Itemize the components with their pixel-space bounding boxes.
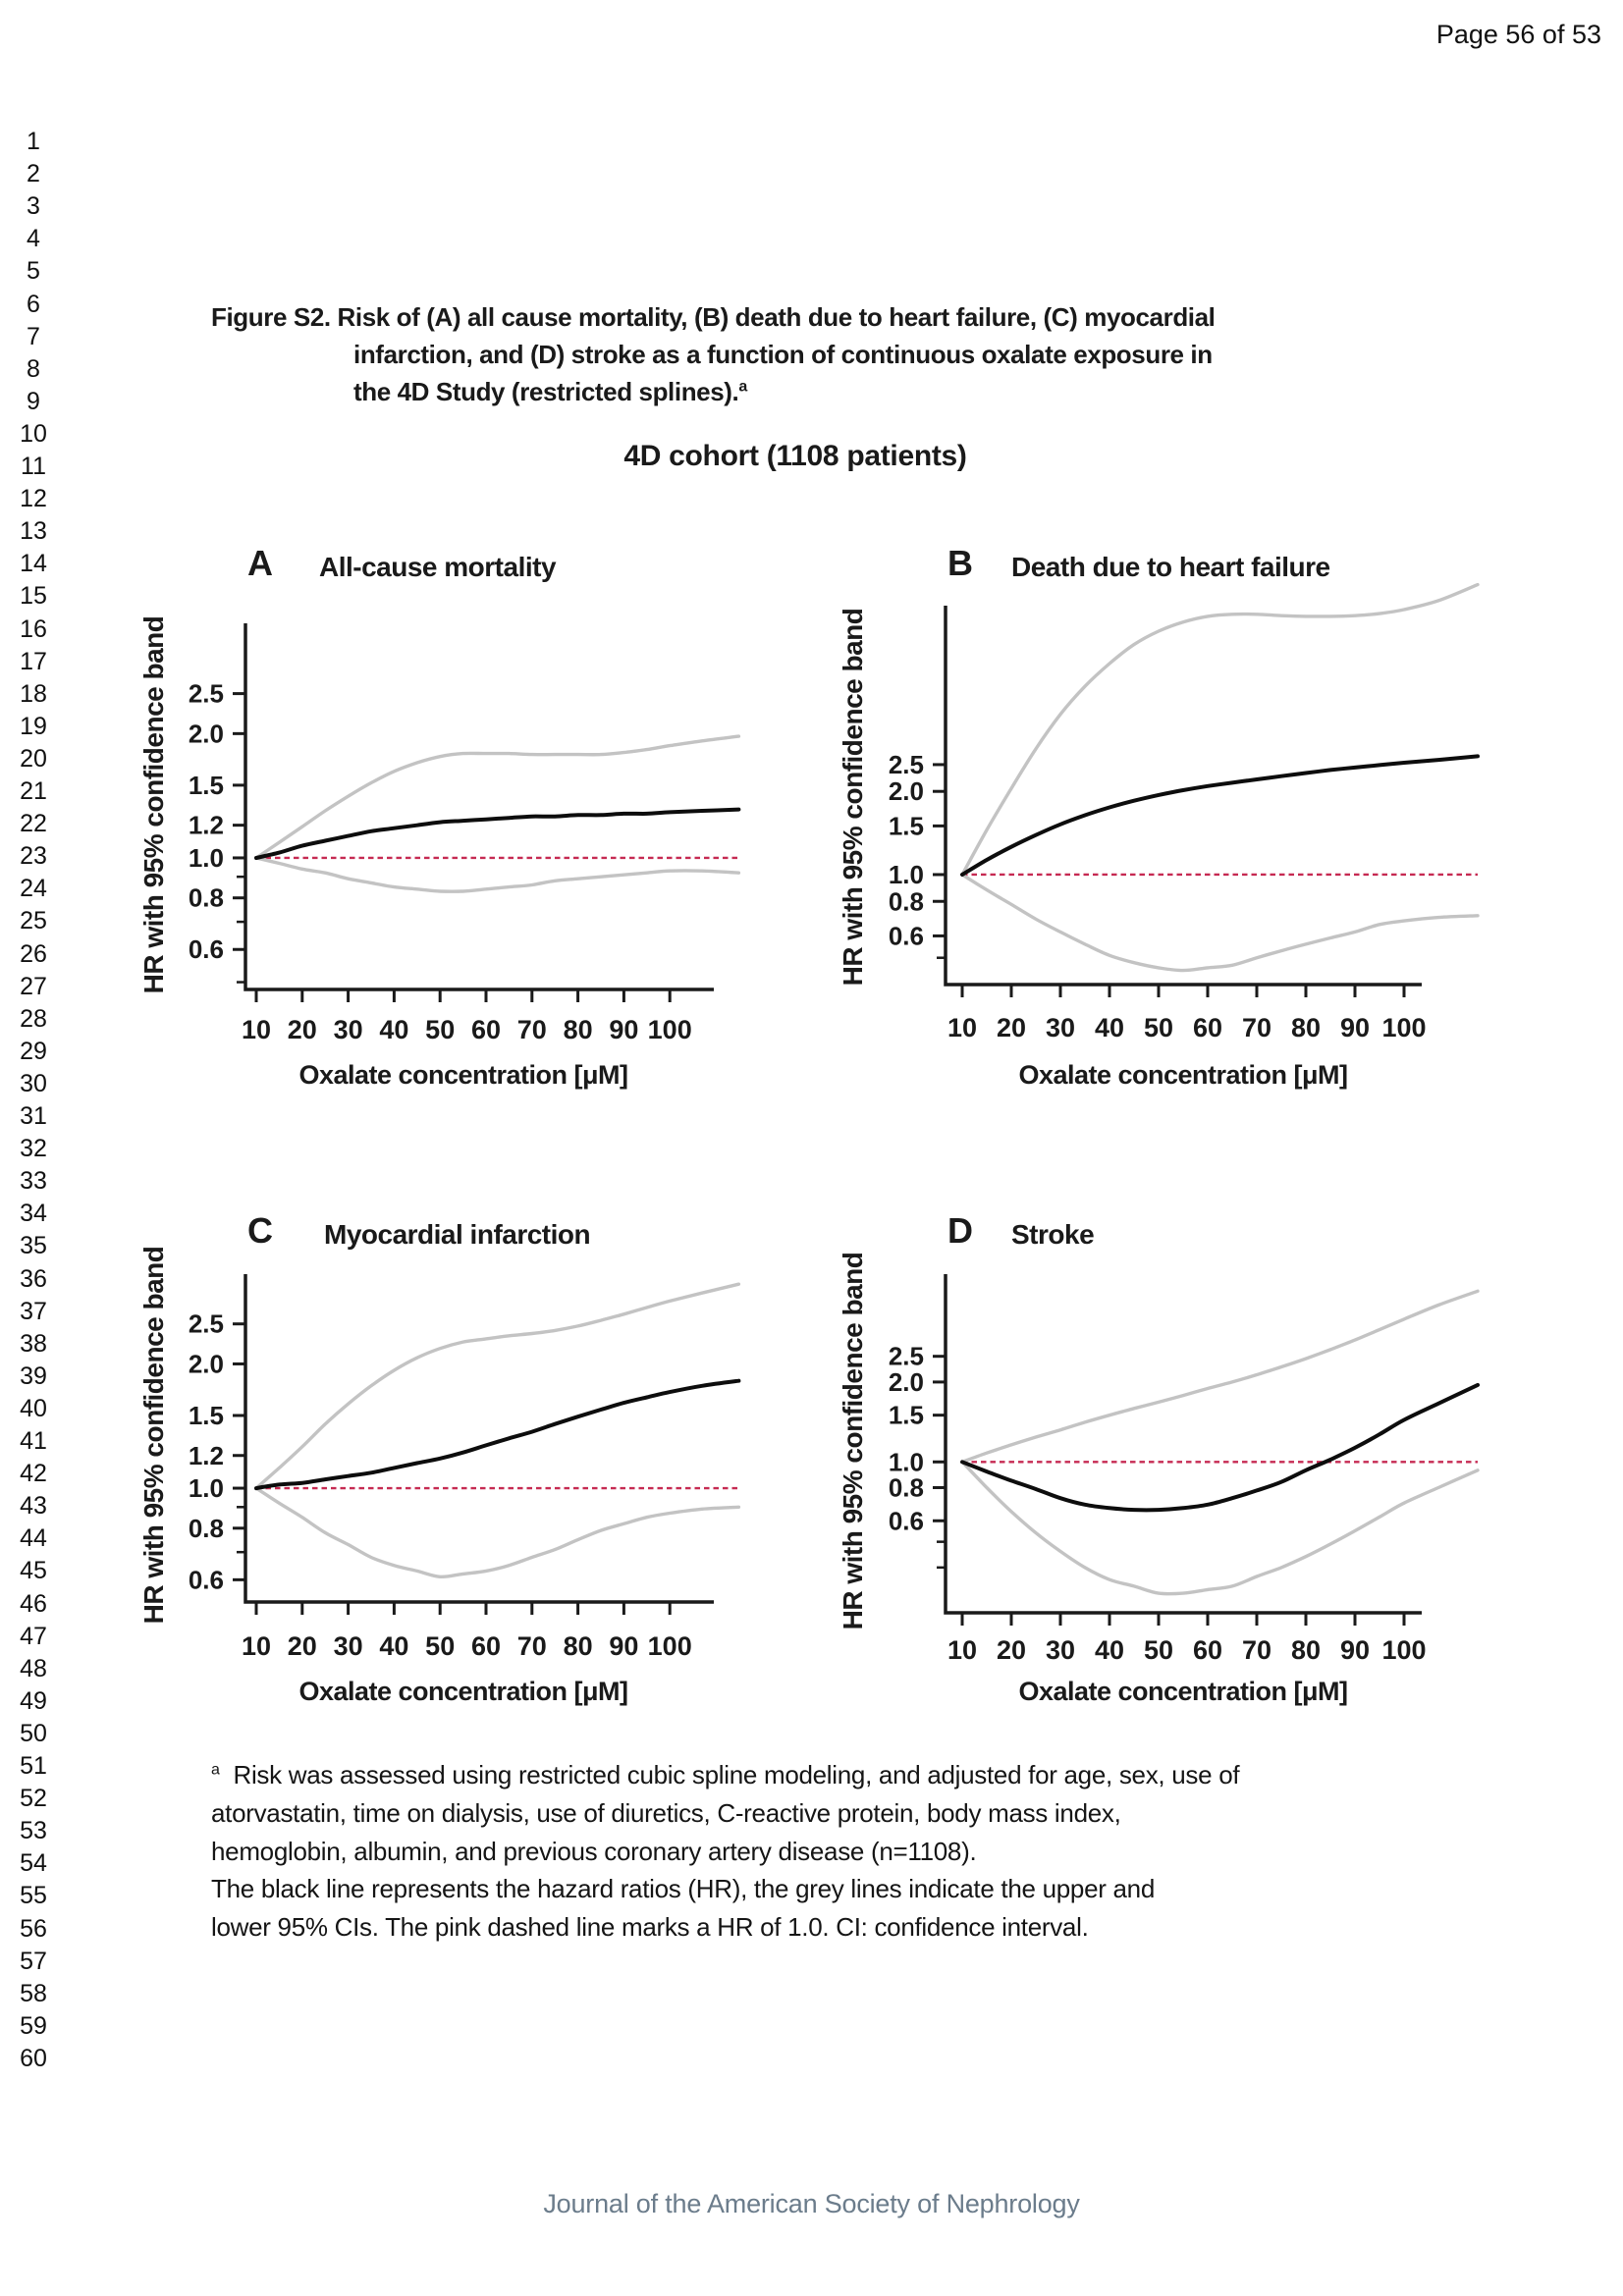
panel-d-plot xyxy=(838,1253,1478,1706)
figure-caption-line-3-text: the 4D Study (restricted splines). xyxy=(353,377,739,406)
line-number: 44 xyxy=(20,1524,47,1553)
line-number: 9 xyxy=(27,387,40,415)
line-number: 20 xyxy=(20,744,47,773)
panel-d-title: Stroke xyxy=(1011,1219,1095,1250)
journal-footer: Journal of the American Society of Nephrology xyxy=(543,2189,1080,2218)
axes xyxy=(245,1274,714,1602)
figure-caption-line-2: infarction, and (D) stroke as a function of continuous oxalate exposure in xyxy=(353,340,1213,369)
line-number: 25 xyxy=(20,907,47,935)
x-tick-label: 20 xyxy=(996,1635,1027,1665)
x-tick-label: 50 xyxy=(1143,1013,1174,1042)
x-tick-label: 50 xyxy=(425,1631,456,1661)
line-number: 52 xyxy=(20,1785,47,1813)
y-tick-label: 0.6 xyxy=(188,1565,224,1595)
line-number: 35 xyxy=(20,1232,47,1260)
hazard-ratio-curve xyxy=(962,1385,1478,1510)
x-tick-label: 90 xyxy=(609,1631,639,1661)
line-number: 27 xyxy=(20,972,47,1000)
x-tick-label: 60 xyxy=(470,1631,502,1661)
y-tick-label: 1.5 xyxy=(888,1400,924,1430)
line-number: 21 xyxy=(20,777,47,805)
x-tick-label: 30 xyxy=(333,1631,363,1661)
line-number: 31 xyxy=(20,1102,47,1130)
line-number: 38 xyxy=(20,1329,47,1358)
x-tick-label: 80 xyxy=(1290,1635,1322,1665)
y-tick-label: 1.5 xyxy=(888,811,924,841)
line-number: 19 xyxy=(20,712,47,740)
footnote-line-3: hemoglobin, albumin, and previous coronary artery disease (n=1108). xyxy=(211,1837,977,1866)
hazard-ratio-curve xyxy=(256,810,738,858)
x-tick-label: 60 xyxy=(1192,1013,1223,1042)
y-tick-label: 2.5 xyxy=(188,678,224,709)
y-tick-label: 2.0 xyxy=(888,776,924,807)
line-number: 16 xyxy=(20,614,47,643)
x-tick-label: 100 xyxy=(647,1015,692,1044)
line-number: 36 xyxy=(20,1264,47,1293)
line-number: 46 xyxy=(20,1589,47,1618)
ci-upper-curve xyxy=(256,1284,738,1488)
x-tick-label: 40 xyxy=(379,1631,409,1661)
y-tick-label: 2.0 xyxy=(188,719,224,749)
x-tick-label: 50 xyxy=(425,1015,456,1044)
line-number: 33 xyxy=(20,1167,47,1196)
x-tick-label: 50 xyxy=(1143,1635,1174,1665)
line-number: 41 xyxy=(20,1427,47,1455)
ci-lower-curve xyxy=(962,875,1478,971)
y-tick-label: 0.8 xyxy=(188,882,224,913)
panel-a-letter: A xyxy=(247,543,273,583)
y-tick-label: 0.8 xyxy=(888,886,924,917)
y-tick-label: 1.0 xyxy=(888,859,924,889)
panel-b-letter: B xyxy=(947,543,973,583)
x-tick-label: 30 xyxy=(1045,1013,1076,1042)
ci-lower-curve xyxy=(962,1462,1478,1593)
panel-c-plot xyxy=(138,1247,738,1706)
x-tick-label: 70 xyxy=(516,1015,547,1044)
x-axis-label: Oxalate concentration [μM] xyxy=(298,1677,628,1706)
y-tick-label: 1.5 xyxy=(188,770,224,800)
line-number: 51 xyxy=(20,1752,47,1780)
line-number: 3 xyxy=(27,192,40,221)
line-number: 59 xyxy=(20,2011,47,2040)
ci-lower-curve xyxy=(256,1488,738,1576)
y-tick-label: 1.0 xyxy=(888,1447,924,1477)
x-tick-label: 70 xyxy=(516,1631,547,1661)
x-tick-label: 30 xyxy=(1045,1635,1076,1665)
line-number: 15 xyxy=(20,582,47,611)
x-tick-label: 20 xyxy=(287,1015,317,1044)
footnote-line-2: atorvastatin, time on dialysis, use of diuretics, C-reactive protein, body mass index, xyxy=(211,1798,1121,1828)
line-number: 8 xyxy=(27,354,40,383)
line-number: 37 xyxy=(20,1297,47,1325)
line-number: 50 xyxy=(20,1719,47,1747)
ci-lower-curve xyxy=(256,858,738,891)
panel-a-title: All-cause mortality xyxy=(319,552,557,582)
line-number: 57 xyxy=(20,1947,47,1975)
line-number: 24 xyxy=(20,875,47,903)
line-number: 28 xyxy=(20,1004,47,1033)
axes xyxy=(245,623,714,989)
y-tick-label: 1.0 xyxy=(188,1473,224,1504)
panel-b-plot xyxy=(838,585,1478,1090)
y-tick-label: 1.0 xyxy=(188,842,224,873)
panel-b-title: Death due to heart failure xyxy=(1011,552,1330,582)
line-number: 34 xyxy=(20,1200,47,1228)
line-number: 14 xyxy=(20,550,47,578)
page-number: Page 56 of 53 xyxy=(1435,20,1601,49)
y-tick-label: 2.5 xyxy=(188,1308,224,1339)
x-tick-label: 90 xyxy=(609,1015,639,1044)
panel-d-letter: D xyxy=(947,1210,973,1251)
line-number: 56 xyxy=(20,1914,47,1943)
line-number: 23 xyxy=(20,842,47,871)
x-tick-label: 70 xyxy=(1241,1013,1272,1042)
x-tick-label: 20 xyxy=(287,1631,317,1661)
x-tick-label: 100 xyxy=(1381,1635,1427,1665)
x-axis-label: Oxalate concentration [μM] xyxy=(1018,1060,1348,1090)
line-number: 49 xyxy=(20,1686,47,1715)
footnote-line-1 xyxy=(211,1760,1239,1790)
line-number: 39 xyxy=(20,1362,47,1390)
line-number: 2 xyxy=(27,160,40,188)
line-number: 6 xyxy=(27,290,40,318)
x-tick-label: 20 xyxy=(996,1013,1027,1042)
line-number: 22 xyxy=(20,810,47,838)
x-tick-label: 90 xyxy=(1339,1013,1371,1042)
panel-a-plot xyxy=(138,616,738,1090)
line-number: 40 xyxy=(20,1394,47,1422)
y-tick-label: 0.6 xyxy=(888,921,924,951)
line-number: 4 xyxy=(27,225,40,253)
x-tick-label: 10 xyxy=(241,1631,272,1661)
x-tick-label: 30 xyxy=(333,1015,363,1044)
x-tick-label: 10 xyxy=(241,1015,272,1044)
y-tick-label: 0.6 xyxy=(188,934,224,965)
cohort-subtitle: 4D cohort (1108 patients) xyxy=(623,440,967,472)
line-number: 45 xyxy=(20,1557,47,1585)
line-number: 47 xyxy=(20,1622,47,1650)
y-axis-label: HR with 95% confidence band xyxy=(838,608,868,987)
x-tick-label: 40 xyxy=(1094,1635,1125,1665)
line-number: 7 xyxy=(27,322,40,350)
hazard-ratio-curve xyxy=(256,1381,738,1488)
y-tick-label: 1.2 xyxy=(188,1440,224,1470)
y-axis-label: HR with 95% confidence band xyxy=(138,1246,169,1625)
line-number: 10 xyxy=(20,419,47,448)
y-tick-label: 2.0 xyxy=(188,1349,224,1379)
footnote-marker: a xyxy=(211,1761,220,1779)
y-tick-label: 0.6 xyxy=(888,1506,924,1536)
x-tick-label: 60 xyxy=(1192,1635,1223,1665)
axes xyxy=(946,606,1422,985)
line-number: 29 xyxy=(20,1037,47,1065)
y-tick-label: 2.0 xyxy=(888,1366,924,1397)
line-number: 53 xyxy=(20,1817,47,1845)
panel-c-letter: C xyxy=(247,1210,273,1251)
y-axis-label: HR with 95% confidence band xyxy=(838,1252,868,1630)
x-tick-label: 10 xyxy=(947,1013,978,1042)
line-number: 54 xyxy=(20,1849,47,1878)
line-number: 60 xyxy=(20,2044,47,2072)
x-tick-label: 100 xyxy=(647,1631,692,1661)
line-number: 13 xyxy=(20,517,47,546)
line-number: 32 xyxy=(20,1135,47,1163)
line-number: 17 xyxy=(20,647,47,675)
y-tick-label: 0.8 xyxy=(888,1472,924,1503)
line-number: 12 xyxy=(20,485,47,513)
line-number: 58 xyxy=(20,1979,47,2007)
x-tick-label: 40 xyxy=(1094,1013,1125,1042)
x-axis-label: Oxalate concentration [μM] xyxy=(1018,1677,1348,1706)
x-axis-label: Oxalate concentration [μM] xyxy=(298,1060,628,1090)
line-number: 48 xyxy=(20,1654,47,1682)
line-number: 5 xyxy=(27,257,40,286)
x-tick-label: 70 xyxy=(1241,1635,1272,1665)
y-tick-label: 2.5 xyxy=(888,1341,924,1371)
line-number: 11 xyxy=(21,453,46,480)
x-tick-label: 80 xyxy=(1290,1013,1322,1042)
y-tick-label: 2.5 xyxy=(888,749,924,779)
x-tick-label: 80 xyxy=(563,1015,593,1044)
line-number: 43 xyxy=(20,1492,47,1521)
hazard-ratio-curve xyxy=(962,756,1478,875)
y-axis-label: HR with 95% confidence band xyxy=(138,615,169,994)
line-number: 30 xyxy=(20,1069,47,1097)
line-number: 55 xyxy=(20,1882,47,1910)
caption-footnote-marker: a xyxy=(738,378,747,396)
line-number: 42 xyxy=(20,1460,47,1488)
y-tick-label: 1.5 xyxy=(188,1400,224,1430)
figure-caption-line-1: Figure S2. Risk of (A) all cause mortality, (B) death due to heart failure, (C) myocardial xyxy=(211,302,1216,332)
panel-c-title: Myocardial infarction xyxy=(324,1219,591,1250)
footnote-line-1-text: Risk was assessed using restricted cubic spline modeling, and adjusted for age, sex, use of xyxy=(233,1760,1240,1789)
ci-upper-curve xyxy=(962,585,1478,875)
line-number: 18 xyxy=(20,679,47,708)
x-tick-label: 100 xyxy=(1381,1013,1427,1042)
ci-upper-curve xyxy=(962,1291,1478,1462)
line-number: 1 xyxy=(27,128,40,155)
footnote-line-5: lower 95% CIs. The pink dashed line marks a HR of 1.0. CI: confidence interval. xyxy=(211,1912,1089,1942)
footnote-line-4: The black line represents the hazard ratios (HR), the grey lines indicate the upper and xyxy=(211,1874,1155,1903)
x-tick-label: 90 xyxy=(1339,1635,1371,1665)
y-tick-label: 0.8 xyxy=(188,1513,224,1543)
line-number: 26 xyxy=(20,939,47,968)
y-tick-label: 1.2 xyxy=(188,810,224,840)
x-tick-label: 10 xyxy=(947,1635,978,1665)
x-tick-label: 40 xyxy=(379,1015,409,1044)
x-tick-label: 80 xyxy=(563,1631,593,1661)
x-tick-label: 60 xyxy=(470,1015,502,1044)
